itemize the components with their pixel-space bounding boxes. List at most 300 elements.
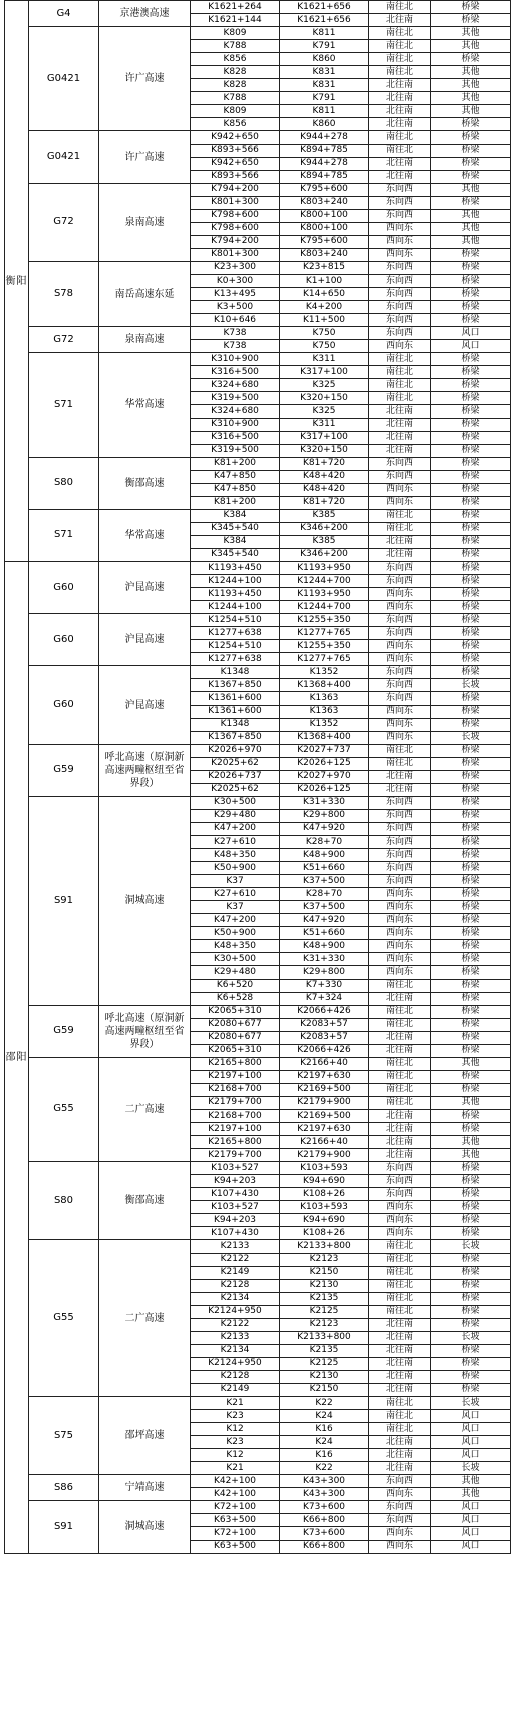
direction-cell: 西向东	[369, 235, 431, 248]
hazard-type-cell: 长坡	[431, 1331, 511, 1344]
end-stake-cell: K31+330	[280, 953, 369, 966]
end-stake-cell: K2130	[280, 1279, 369, 1292]
start-stake-cell: K12	[191, 1449, 280, 1462]
direction-cell: 南往北	[369, 1, 431, 14]
hazard-type-cell: 长坡	[431, 1240, 511, 1253]
direction-cell: 东向西	[369, 1175, 431, 1188]
start-stake-cell: K50+900	[191, 862, 280, 875]
hazard-type-cell: 桥梁	[431, 627, 511, 640]
start-stake-cell: K107+430	[191, 1227, 280, 1240]
direction-cell: 南往北	[369, 144, 431, 157]
hazard-type-cell: 桥梁	[431, 692, 511, 705]
road-code-cell: S80	[29, 457, 99, 509]
hazard-type-cell: 桥梁	[431, 548, 511, 561]
direction-cell: 北往南	[369, 1031, 431, 1044]
hazard-type-cell: 桥梁	[431, 131, 511, 144]
hazard-type-cell: 桥梁	[431, 614, 511, 627]
hazard-type-cell: 桥梁	[431, 1018, 511, 1031]
direction-cell: 东向西	[369, 627, 431, 640]
end-stake-cell: K2026+125	[280, 757, 369, 770]
hazard-type-cell: 桥梁	[431, 314, 511, 327]
start-stake-cell: K2080+677	[191, 1018, 280, 1031]
start-stake-cell: K384	[191, 509, 280, 522]
direction-cell: 北往南	[369, 1044, 431, 1057]
hazard-type-cell: 其他	[431, 66, 511, 79]
start-stake-cell: K1244+100	[191, 601, 280, 614]
hazard-type-cell: 其他	[431, 183, 511, 196]
road-code-cell: S91	[29, 796, 99, 1005]
road-name-cell: 宁靖高速	[99, 1475, 191, 1501]
road-code-cell: G4	[29, 1, 99, 27]
start-stake-cell: K2149	[191, 1266, 280, 1279]
direction-cell: 东向西	[369, 666, 431, 679]
end-stake-cell: K311	[280, 353, 369, 366]
end-stake-cell: K14+650	[280, 288, 369, 301]
end-stake-cell: K7+324	[280, 992, 369, 1005]
hazard-type-cell: 桥梁	[431, 261, 511, 274]
direction-cell: 南往北	[369, 757, 431, 770]
end-stake-cell: K1255+350	[280, 640, 369, 653]
end-stake-cell: K1277+765	[280, 627, 369, 640]
hazard-type-cell: 桥梁	[431, 849, 511, 862]
city-cell: 邵阳	[5, 562, 29, 1554]
start-stake-cell: K319+500	[191, 444, 280, 457]
direction-cell: 东向西	[369, 209, 431, 222]
hazard-type-cell: 其他	[431, 1149, 511, 1162]
direction-cell: 西向东	[369, 718, 431, 731]
direction-cell: 西向东	[369, 340, 431, 353]
end-stake-cell: K346+200	[280, 522, 369, 535]
direction-cell: 西向东	[369, 588, 431, 601]
end-stake-cell: K2197+630	[280, 1070, 369, 1083]
direction-cell: 东向西	[369, 183, 431, 196]
road-name-cell: 京港澳高速	[99, 1, 191, 27]
start-stake-cell: K50+900	[191, 927, 280, 940]
direction-cell: 南往北	[369, 1005, 431, 1018]
direction-cell: 东向西	[369, 1514, 431, 1527]
highway-section-table	[4, 0, 511, 1554]
end-stake-cell: K1352	[280, 718, 369, 731]
hazard-type-cell: 其他	[431, 222, 511, 235]
start-stake-cell: K856	[191, 118, 280, 131]
end-stake-cell: K831	[280, 79, 369, 92]
end-stake-cell: K48+900	[280, 849, 369, 862]
hazard-type-cell: 桥梁	[431, 888, 511, 901]
hazard-type-cell: 其他	[431, 235, 511, 248]
direction-cell: 北往南	[369, 1462, 431, 1475]
direction-cell: 北往南	[369, 548, 431, 561]
direction-cell: 西向东	[369, 966, 431, 979]
hazard-type-cell: 风口	[431, 340, 511, 353]
start-stake-cell: K1361+600	[191, 705, 280, 718]
end-stake-cell: K791	[280, 92, 369, 105]
direction-cell: 南往北	[369, 131, 431, 144]
start-stake-cell: K893+566	[191, 144, 280, 157]
start-stake-cell: K42+100	[191, 1488, 280, 1501]
direction-cell: 东向西	[369, 301, 431, 314]
direction-cell: 东向西	[369, 796, 431, 809]
start-stake-cell: K3+500	[191, 301, 280, 314]
start-stake-cell: K37	[191, 875, 280, 888]
end-stake-cell: K37+500	[280, 901, 369, 914]
direction-cell: 北往南	[369, 92, 431, 105]
road-code-cell: G55	[29, 1240, 99, 1397]
road-name-cell: 衡邵高速	[99, 457, 191, 509]
hazard-type-cell: 桥梁	[431, 1070, 511, 1083]
hazard-type-cell: 桥梁	[431, 757, 511, 770]
start-stake-cell: K47+200	[191, 914, 280, 927]
hazard-type-cell: 桥梁	[431, 1175, 511, 1188]
direction-cell: 北往南	[369, 157, 431, 170]
direction-cell: 西向东	[369, 1227, 431, 1240]
end-stake-cell: K2179+900	[280, 1096, 369, 1109]
direction-cell: 北往南	[369, 1149, 431, 1162]
hazard-type-cell: 其他	[431, 1136, 511, 1149]
direction-cell: 南往北	[369, 1018, 431, 1031]
hazard-type-cell: 桥梁	[431, 144, 511, 157]
start-stake-cell: K2122	[191, 1253, 280, 1266]
hazard-type-cell: 桥梁	[431, 1005, 511, 1018]
hazard-type-cell: 桥梁	[431, 1123, 511, 1136]
end-stake-cell: K51+660	[280, 862, 369, 875]
start-stake-cell: K2026+970	[191, 744, 280, 757]
direction-cell: 西向东	[369, 1201, 431, 1214]
start-stake-cell: K2124+950	[191, 1305, 280, 1318]
direction-cell: 南往北	[369, 1410, 431, 1423]
end-stake-cell: K1621+656	[280, 1, 369, 14]
start-stake-cell: K12	[191, 1423, 280, 1436]
direction-cell: 西向东	[369, 496, 431, 509]
end-stake-cell: K29+800	[280, 809, 369, 822]
road-name-cell: 华常高速	[99, 353, 191, 457]
hazard-type-cell: 桥梁	[431, 196, 511, 209]
direction-cell: 东向西	[369, 327, 431, 340]
table-row	[5, 562, 511, 575]
road-code-cell: G0421	[29, 131, 99, 183]
end-stake-cell: K2066+426	[280, 1044, 369, 1057]
end-stake-cell: K94+690	[280, 1175, 369, 1188]
start-stake-cell: K384	[191, 535, 280, 548]
road-code-cell: G55	[29, 1057, 99, 1161]
direction-cell: 北往南	[369, 1136, 431, 1149]
hazard-type-cell: 桥梁	[431, 405, 511, 418]
hazard-type-cell: 桥梁	[431, 940, 511, 953]
end-stake-cell: K4+200	[280, 301, 369, 314]
end-stake-cell: K2135	[280, 1344, 369, 1357]
table-body	[5, 1, 511, 1554]
end-stake-cell: K81+720	[280, 457, 369, 470]
direction-cell: 南往北	[369, 1292, 431, 1305]
end-stake-cell: K385	[280, 509, 369, 522]
direction-cell: 北往南	[369, 105, 431, 118]
start-stake-cell: K72+100	[191, 1527, 280, 1540]
direction-cell: 西向东	[369, 601, 431, 614]
start-stake-cell: K29+480	[191, 966, 280, 979]
hazard-type-cell: 风口	[431, 1501, 511, 1514]
hazard-type-cell: 桥梁	[431, 562, 511, 575]
table-row	[5, 457, 511, 470]
direction-cell: 西向东	[369, 927, 431, 940]
road-code-cell: G72	[29, 327, 99, 353]
direction-cell: 西向东	[369, 731, 431, 744]
direction-cell: 东向西	[369, 457, 431, 470]
hazard-type-cell: 桥梁	[431, 718, 511, 731]
road-code-cell: G59	[29, 744, 99, 796]
start-stake-cell: K1621+264	[191, 1, 280, 14]
end-stake-cell: K944+278	[280, 157, 369, 170]
start-stake-cell: K72+100	[191, 1501, 280, 1514]
start-stake-cell: K2134	[191, 1292, 280, 1305]
start-stake-cell: K23	[191, 1436, 280, 1449]
road-name-cell: 呼北高速（原洞新高速两疃枢纽至省界段）	[99, 744, 191, 796]
end-stake-cell: K7+330	[280, 979, 369, 992]
start-stake-cell: K2025+62	[191, 757, 280, 770]
direction-cell: 南往北	[369, 1397, 431, 1410]
start-stake-cell: K801+300	[191, 196, 280, 209]
start-stake-cell: K48+350	[191, 849, 280, 862]
start-stake-cell: K63+500	[191, 1514, 280, 1527]
end-stake-cell: K103+593	[280, 1201, 369, 1214]
end-stake-cell: K43+300	[280, 1488, 369, 1501]
hazard-type-cell: 桥梁	[431, 366, 511, 379]
road-name-cell: 呼北高速（原洞新高速两疃枢纽至省界段）	[99, 1005, 191, 1057]
end-stake-cell: K385	[280, 535, 369, 548]
direction-cell: 西向东	[369, 1214, 431, 1227]
table-row	[5, 796, 511, 809]
hazard-type-cell: 风口	[431, 1436, 511, 1449]
hazard-type-cell: 其他	[431, 79, 511, 92]
start-stake-cell: K81+200	[191, 496, 280, 509]
hazard-type-cell: 桥梁	[431, 836, 511, 849]
end-stake-cell: K22	[280, 1397, 369, 1410]
start-stake-cell: K2128	[191, 1279, 280, 1292]
end-stake-cell: K795+600	[280, 235, 369, 248]
start-stake-cell: K942+650	[191, 157, 280, 170]
hazard-type-cell: 桥梁	[431, 483, 511, 496]
end-stake-cell: K47+920	[280, 822, 369, 835]
hazard-type-cell: 桥梁	[431, 705, 511, 718]
hazard-type-cell: 桥梁	[431, 822, 511, 835]
direction-cell: 西向东	[369, 653, 431, 666]
direction-cell: 南往北	[369, 509, 431, 522]
start-stake-cell: K2026+737	[191, 770, 280, 783]
direction-cell: 北往南	[369, 418, 431, 431]
hazard-type-cell: 桥梁	[431, 1383, 511, 1396]
hazard-type-cell: 桥梁	[431, 53, 511, 66]
hazard-type-cell: 桥梁	[431, 1201, 511, 1214]
direction-cell: 北往南	[369, 1357, 431, 1370]
road-code-cell: G60	[29, 562, 99, 614]
direction-cell: 西向东	[369, 248, 431, 261]
start-stake-cell: K1254+510	[191, 614, 280, 627]
end-stake-cell: K317+100	[280, 431, 369, 444]
direction-cell: 西向东	[369, 901, 431, 914]
end-stake-cell: K1363	[280, 692, 369, 705]
end-stake-cell: K2169+500	[280, 1083, 369, 1096]
start-stake-cell: K788	[191, 92, 280, 105]
direction-cell: 西向东	[369, 888, 431, 901]
end-stake-cell: K24	[280, 1436, 369, 1449]
hazard-type-cell: 桥梁	[431, 862, 511, 875]
direction-cell: 北往南	[369, 405, 431, 418]
end-stake-cell: K2083+57	[280, 1018, 369, 1031]
table-row	[5, 1475, 511, 1488]
start-stake-cell: K30+500	[191, 953, 280, 966]
start-stake-cell: K30+500	[191, 796, 280, 809]
direction-cell: 北往南	[369, 1123, 431, 1136]
start-stake-cell: K1254+510	[191, 640, 280, 653]
direction-cell: 南往北	[369, 979, 431, 992]
hazard-type-cell: 桥梁	[431, 588, 511, 601]
direction-cell: 南往北	[369, 353, 431, 366]
direction-cell: 北往南	[369, 79, 431, 92]
end-stake-cell: K2130	[280, 1370, 369, 1383]
hazard-type-cell: 桥梁	[431, 1214, 511, 1227]
end-stake-cell: K795+600	[280, 183, 369, 196]
start-stake-cell: K893+566	[191, 170, 280, 183]
start-stake-cell: K1621+144	[191, 14, 280, 27]
direction-cell: 西向东	[369, 640, 431, 653]
hazard-type-cell: 桥梁	[431, 992, 511, 1005]
direction-cell: 北往南	[369, 1383, 431, 1396]
direction-cell: 西向东	[369, 222, 431, 235]
end-stake-cell: K1244+700	[280, 575, 369, 588]
hazard-type-cell: 长坡	[431, 731, 511, 744]
end-stake-cell: K2133+800	[280, 1240, 369, 1253]
start-stake-cell: K1367+850	[191, 731, 280, 744]
hazard-type-cell: 风口	[431, 1540, 511, 1553]
table-row	[5, 666, 511, 679]
start-stake-cell: K2149	[191, 1383, 280, 1396]
end-stake-cell: K317+100	[280, 366, 369, 379]
road-name-cell: 华常高速	[99, 509, 191, 561]
hazard-type-cell: 桥梁	[431, 392, 511, 405]
hazard-type-cell: 桥梁	[431, 1, 511, 14]
direction-cell: 西向东	[369, 1488, 431, 1501]
hazard-type-cell: 桥梁	[431, 1109, 511, 1122]
direction-cell: 北往南	[369, 170, 431, 183]
start-stake-cell: K2165+800	[191, 1057, 280, 1070]
end-stake-cell: K22	[280, 1462, 369, 1475]
end-stake-cell: K24	[280, 1410, 369, 1423]
start-stake-cell: K107+430	[191, 1188, 280, 1201]
road-code-cell: S78	[29, 261, 99, 326]
start-stake-cell: K856	[191, 53, 280, 66]
end-stake-cell: K48+900	[280, 940, 369, 953]
start-stake-cell: K345+540	[191, 522, 280, 535]
end-stake-cell: K320+150	[280, 392, 369, 405]
start-stake-cell: K2065+310	[191, 1044, 280, 1057]
table-row	[5, 614, 511, 627]
direction-cell: 南往北	[369, 1279, 431, 1292]
end-stake-cell: K48+420	[280, 470, 369, 483]
hazard-type-cell: 桥梁	[431, 301, 511, 314]
start-stake-cell: K2197+100	[191, 1070, 280, 1083]
road-code-cell: G72	[29, 183, 99, 261]
direction-cell: 南往北	[369, 40, 431, 53]
start-stake-cell: K1348	[191, 666, 280, 679]
direction-cell: 南往北	[369, 66, 431, 79]
end-stake-cell: K2150	[280, 1383, 369, 1396]
end-stake-cell: K1621+656	[280, 14, 369, 27]
start-stake-cell: K0+300	[191, 274, 280, 287]
start-stake-cell: K2134	[191, 1344, 280, 1357]
hazard-type-cell: 桥梁	[431, 1253, 511, 1266]
hazard-type-cell: 桥梁	[431, 470, 511, 483]
hazard-type-cell: 长坡	[431, 1462, 511, 1475]
end-stake-cell: K1277+765	[280, 653, 369, 666]
table-row	[5, 261, 511, 274]
direction-cell: 南往北	[369, 1423, 431, 1436]
hazard-type-cell: 桥梁	[431, 431, 511, 444]
road-code-cell: S75	[29, 1397, 99, 1475]
hazard-type-cell: 桥梁	[431, 1031, 511, 1044]
start-stake-cell: K2179+700	[191, 1096, 280, 1109]
road-code-cell: S86	[29, 1475, 99, 1501]
hazard-type-cell: 桥梁	[431, 170, 511, 183]
direction-cell: 南往北	[369, 522, 431, 535]
hazard-type-cell: 桥梁	[431, 1370, 511, 1383]
direction-cell: 北往南	[369, 783, 431, 796]
end-stake-cell: K894+785	[280, 144, 369, 157]
end-stake-cell: K2133+800	[280, 1331, 369, 1344]
start-stake-cell: K47+850	[191, 483, 280, 496]
end-stake-cell: K2027+737	[280, 744, 369, 757]
start-stake-cell: K738	[191, 340, 280, 353]
direction-cell: 东向西	[369, 470, 431, 483]
start-stake-cell: K21	[191, 1397, 280, 1410]
hazard-type-cell: 桥梁	[431, 14, 511, 27]
direction-cell: 东向西	[369, 261, 431, 274]
start-stake-cell: K1361+600	[191, 692, 280, 705]
direction-cell: 南往北	[369, 1253, 431, 1266]
road-name-cell: 衡邵高速	[99, 1162, 191, 1240]
city-cell: 衡阳	[5, 1, 29, 562]
start-stake-cell: K48+350	[191, 940, 280, 953]
start-stake-cell: K316+500	[191, 431, 280, 444]
end-stake-cell: K1244+700	[280, 601, 369, 614]
end-stake-cell: K750	[280, 327, 369, 340]
direction-cell: 东向西	[369, 196, 431, 209]
end-stake-cell: K11+500	[280, 314, 369, 327]
hazard-type-cell: 桥梁	[431, 979, 511, 992]
hazard-type-cell: 桥梁	[431, 1188, 511, 1201]
hazard-type-cell: 桥梁	[431, 953, 511, 966]
end-stake-cell: K800+100	[280, 209, 369, 222]
start-stake-cell: K2197+100	[191, 1123, 280, 1136]
table-row	[5, 1, 511, 14]
end-stake-cell: K94+690	[280, 1214, 369, 1227]
end-stake-cell: K29+800	[280, 966, 369, 979]
direction-cell: 东向西	[369, 836, 431, 849]
start-stake-cell: K794+200	[191, 235, 280, 248]
direction-cell: 东向西	[369, 575, 431, 588]
start-stake-cell: K81+200	[191, 457, 280, 470]
direction-cell: 南往北	[369, 1083, 431, 1096]
direction-cell: 东向西	[369, 679, 431, 692]
hazard-type-cell: 桥梁	[431, 1227, 511, 1240]
end-stake-cell: K37+500	[280, 875, 369, 888]
hazard-type-cell: 其他	[431, 1488, 511, 1501]
direction-cell: 南往北	[369, 27, 431, 40]
direction-cell: 东向西	[369, 314, 431, 327]
direction-cell: 南往北	[369, 53, 431, 66]
hazard-type-cell: 桥梁	[431, 418, 511, 431]
start-stake-cell: K2168+700	[191, 1083, 280, 1096]
end-stake-cell: K803+240	[280, 248, 369, 261]
direction-cell: 西向东	[369, 953, 431, 966]
start-stake-cell: K47+200	[191, 822, 280, 835]
